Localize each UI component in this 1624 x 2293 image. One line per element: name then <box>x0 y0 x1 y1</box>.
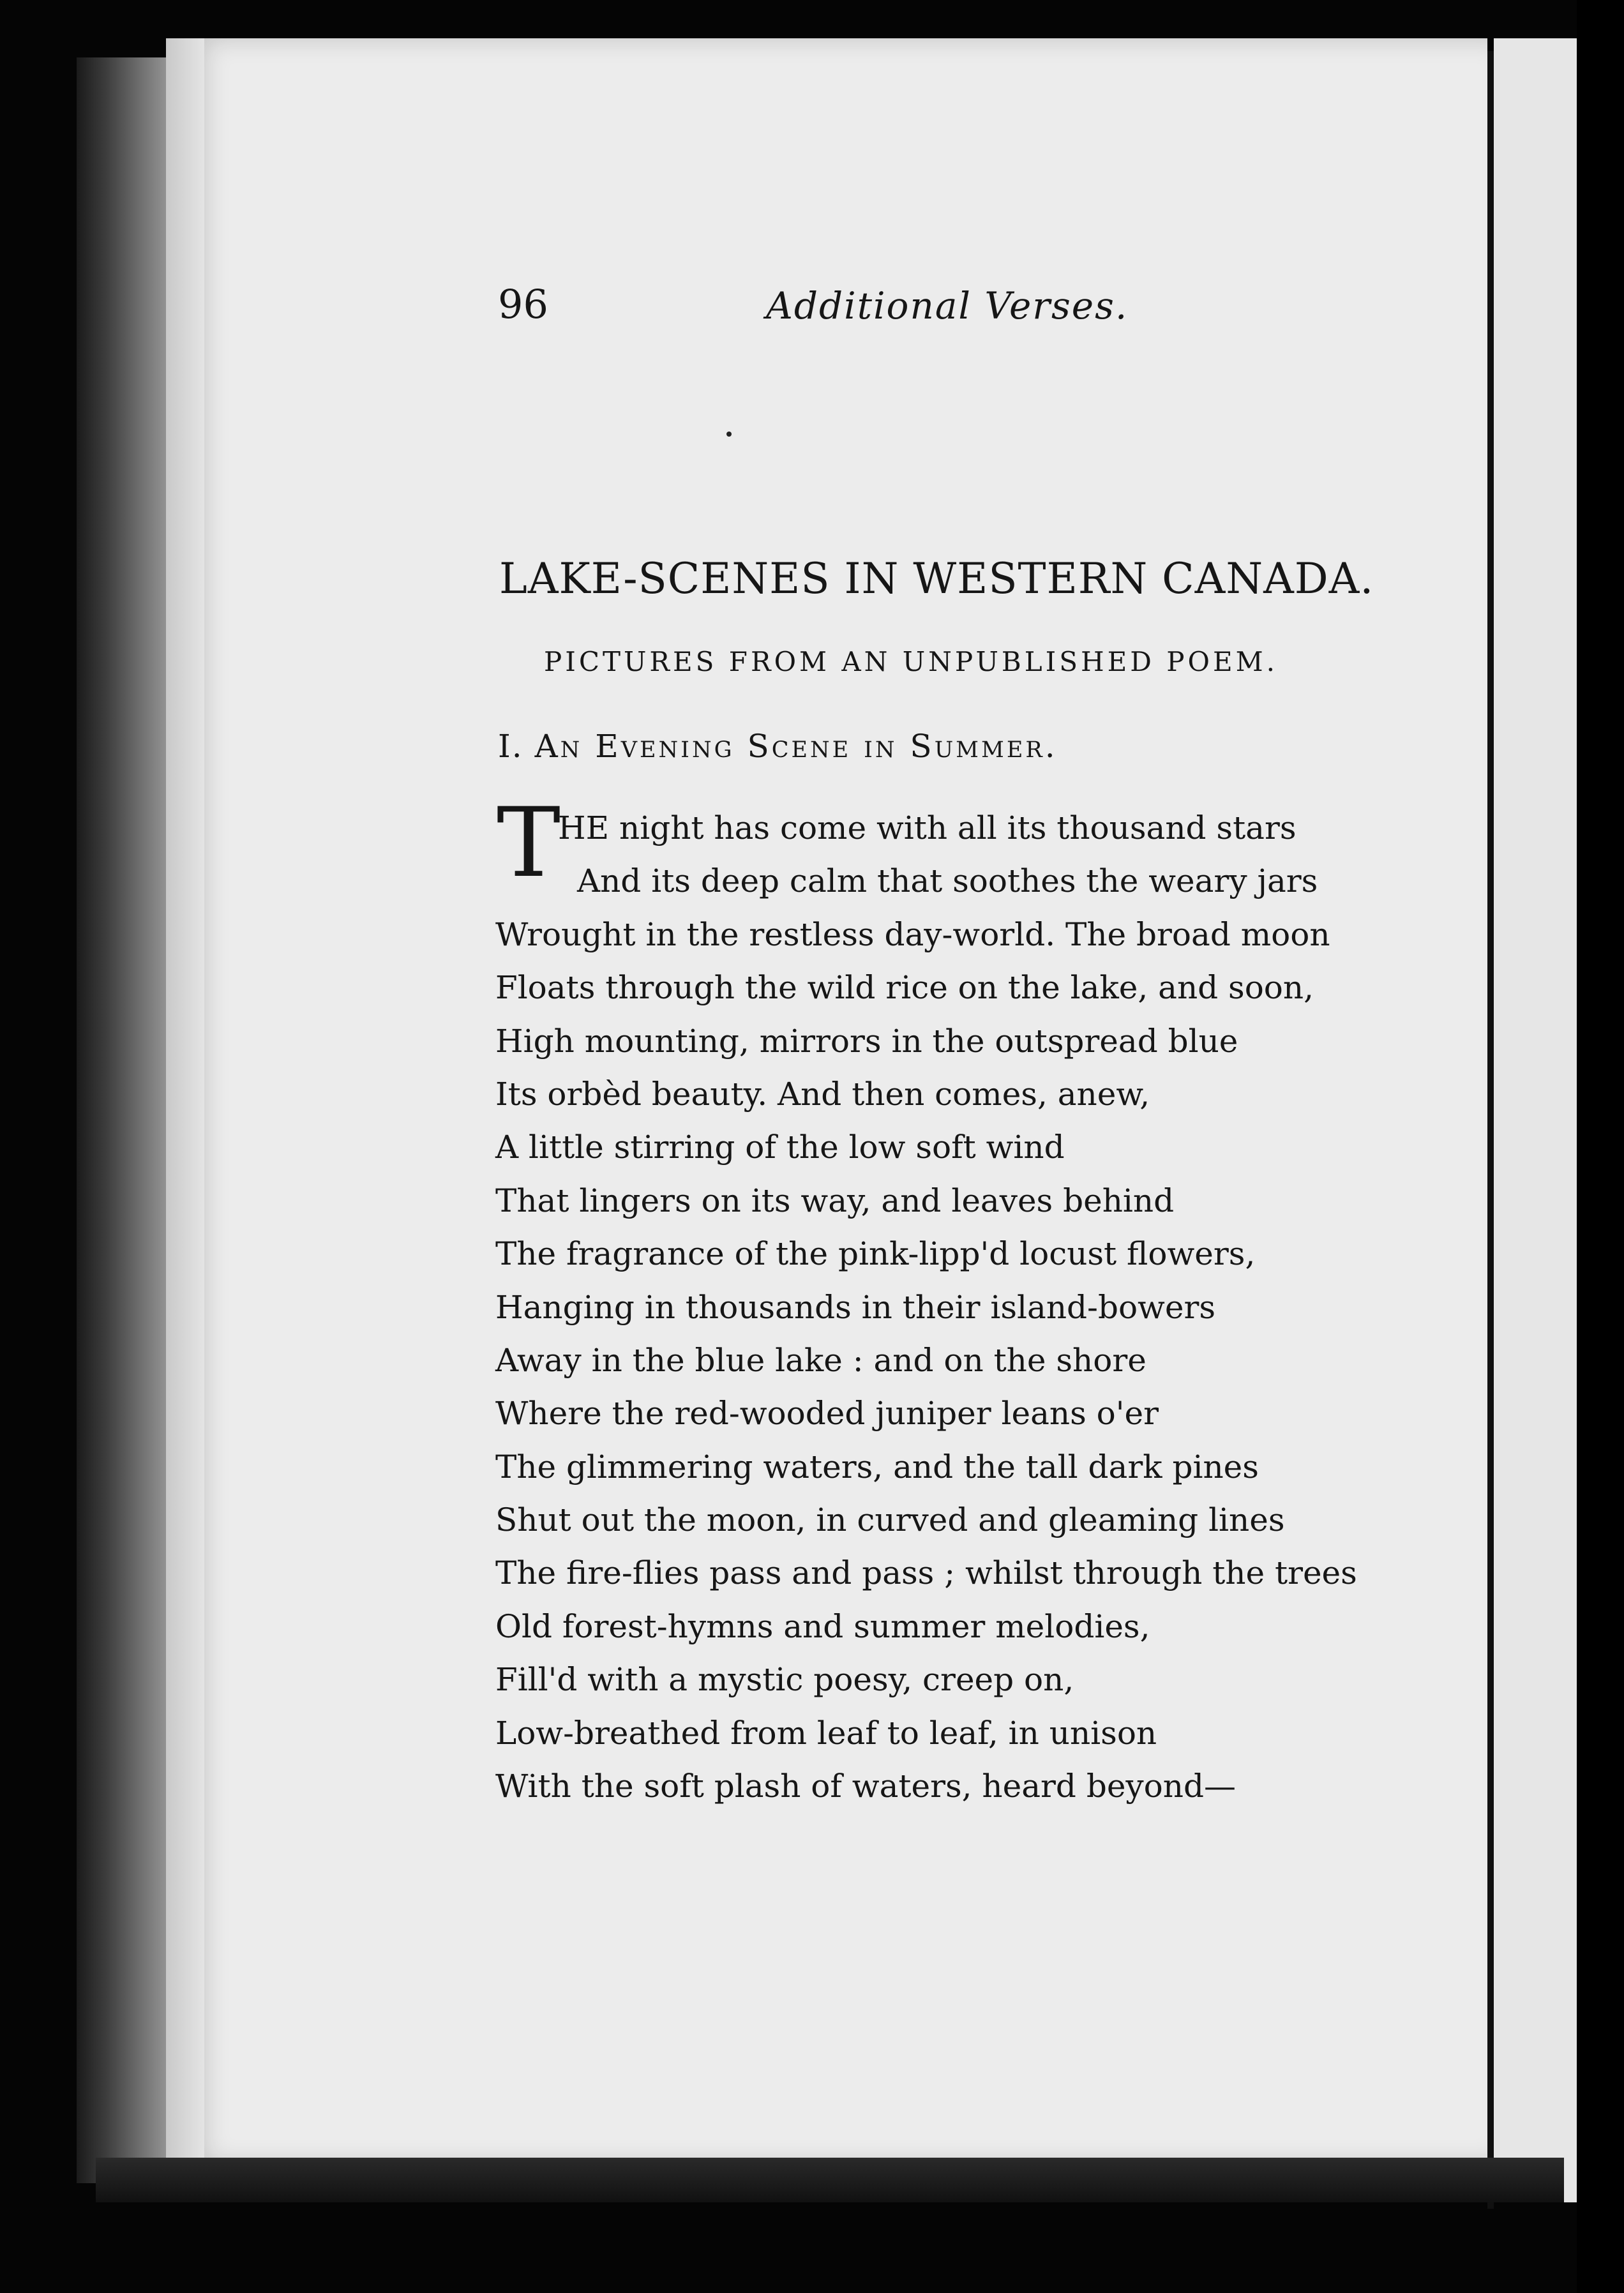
page-gutter-shade <box>166 38 204 2164</box>
section-numeral: I. <box>498 728 523 765</box>
verse-line: Away in the blue lake : and on the shore <box>495 1341 1147 1379</box>
verse-line: Where the red-wooded juniper leans o'er <box>495 1395 1159 1432</box>
running-title: Additional Verses. <box>766 284 1129 327</box>
poem-body <box>495 802 1389 1813</box>
verse-line: High mounting, mirrors in the outspread blue <box>495 1022 1238 1060</box>
verse-line-first <box>495 802 1389 855</box>
verse-line: The glimmering waters, and the tall dark pines <box>495 1448 1259 1485</box>
verse-line: That lingers on its way, and leaves behind <box>495 1182 1175 1219</box>
scan-border-right <box>1577 0 1624 2293</box>
ink-speck <box>726 432 732 437</box>
page-border-rule <box>1487 51 1494 2209</box>
verse-line: The fragrance of the pink-lipp'd locust flowers, <box>495 1235 1256 1273</box>
verse-line: A little stirring of the low soft wind <box>495 1129 1065 1166</box>
verse-line: With the soft plash of waters, heard beyond— <box>495 1768 1236 1805</box>
poem-title: LAKE-SCENES IN WESTERN CANADA. <box>499 554 1374 603</box>
verse-line: Low-breathed from leaf to leaf, in unison <box>495 1714 1157 1752</box>
verse-line: Shut out the moon, in curved and gleaming lines <box>495 1501 1285 1539</box>
verse-line: Its orbèd beauty. And then comes, anew, <box>495 1075 1150 1113</box>
verse-line: And its deep calm that soothes the weary jars <box>577 862 1318 900</box>
poem-subtitle: PICTURES FROM AN UNPUBLISHED POEM. <box>544 646 1278 677</box>
first-line-caps: HE <box>558 809 610 846</box>
verse-line: Wrought in the restless day-world. The broad moon <box>495 915 1330 953</box>
drop-cap: T <box>497 788 561 899</box>
verse-line: Fill'd with a mystic poesy, creep on, <box>495 1661 1074 1699</box>
section-heading <box>498 728 1058 765</box>
section-title: An Evening Scene in Summer. <box>534 728 1058 765</box>
verse-line: The fire-flies pass and pass ; whilst through the trees <box>495 1554 1357 1592</box>
book-bottom-edge <box>96 2158 1564 2202</box>
first-line-text: night has come with all its thousand stars <box>609 809 1297 846</box>
verse-line: Old forest-hymns and summer melodies, <box>495 1607 1150 1645</box>
page-number: 96 <box>498 281 548 327</box>
verse-line: Hanging in thousands in their island-bowers <box>495 1288 1216 1326</box>
verse-line: Floats through the wild rice on the lake, and soon, <box>495 969 1314 1007</box>
